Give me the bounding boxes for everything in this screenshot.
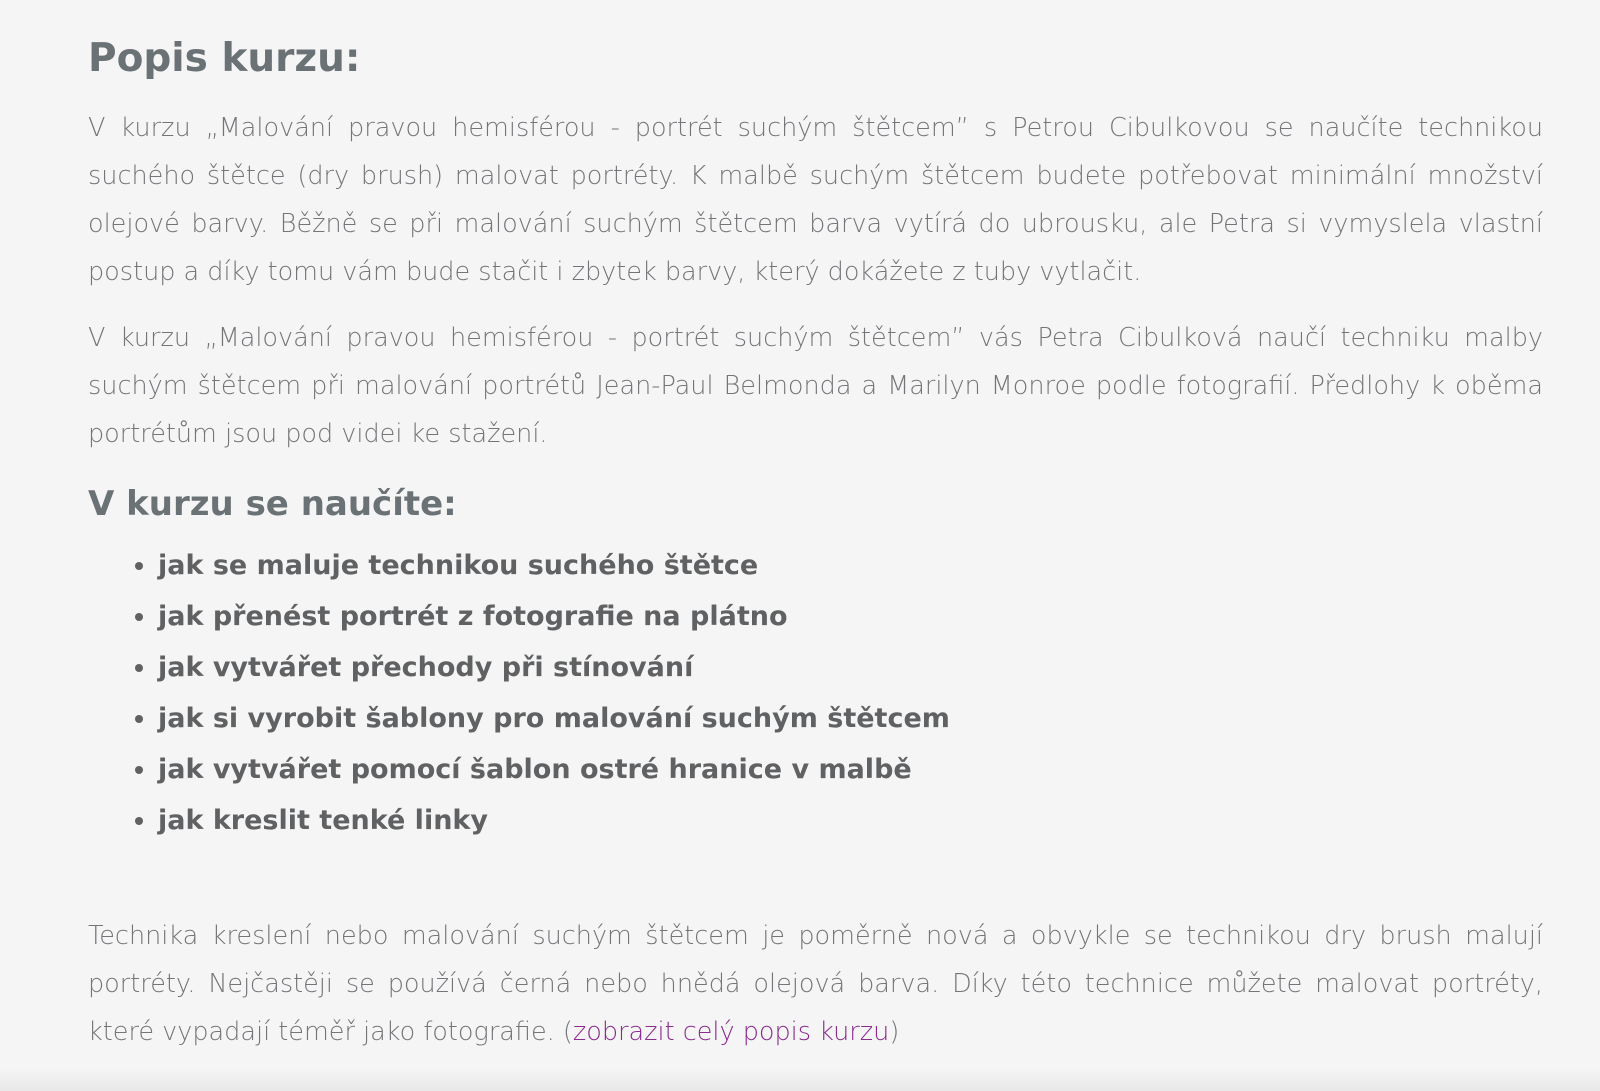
list-item: • jak vytvářet přechody při stínování [158,642,1543,693]
description-heading: Popis kurzu: [88,36,361,81]
learn-heading: V kurzu se naučíte: [88,484,457,524]
open-paren: ( [562,1017,573,1047]
show-full-description-link[interactable]: zobrazit celý popis kurzu [572,1017,890,1047]
list-item: • jak se maluje technikou suchého štětce [158,540,1543,591]
summary-paragraph [88,912,1543,1056]
course-description [88,28,1543,1056]
learn-list [88,540,1543,846]
list-item: • jak kreslit tenké linky [158,795,1543,846]
list-item: • jak přenést portrét z fotografie na plátno [158,591,1543,642]
summary-text: Technika kreslení nebo malování suchým štětcem je poměrně nová a obvykle se technikou dry brush malují portréty. Nejčastěji se používá černá nebo hnědá olejová barva. Díky této technice můžete malovat portréty, které vypadají téměř jako fotografie. [88,921,1543,1047]
description-paragraph-2: V kurzu „Malování pravou hemisférou - portrét suchým štětcem” vás Petra Cibulková naučí techniku malby suchým štětcem při malování portrétů Jean-Paul Belmonda a Marilyn Monroe podle fotografií. Předlohy k oběma portrétům jsou pod videi ke stažení. [88,323,1543,449]
description-paragraph-1: V kurzu „Malování pravou hemisférou - portrét suchým štětcem” s Petrou Cibulkovou se naučíte technikou suchého štětce (dry brush) malovat portréty. K malbě suchým štětcem budete potřebovat minimální množství olejové barvy. Běžně se při malování suchým štětcem barva vytírá do ubrousku, ale Petra si vymyslela vlastní postup a díky tomu vám bude stačit i zbytek barvy, který dokážete z tuby vytlačit. [88,113,1543,287]
bottom-fade [0,1069,1600,1091]
close-paren: ) [889,1017,900,1047]
list-item: • jak si vyrobit šablony pro malování suchým štětcem [158,693,1543,744]
list-item: • jak vytvářet pomocí šablon ostré hranice v malbě [158,744,1543,795]
